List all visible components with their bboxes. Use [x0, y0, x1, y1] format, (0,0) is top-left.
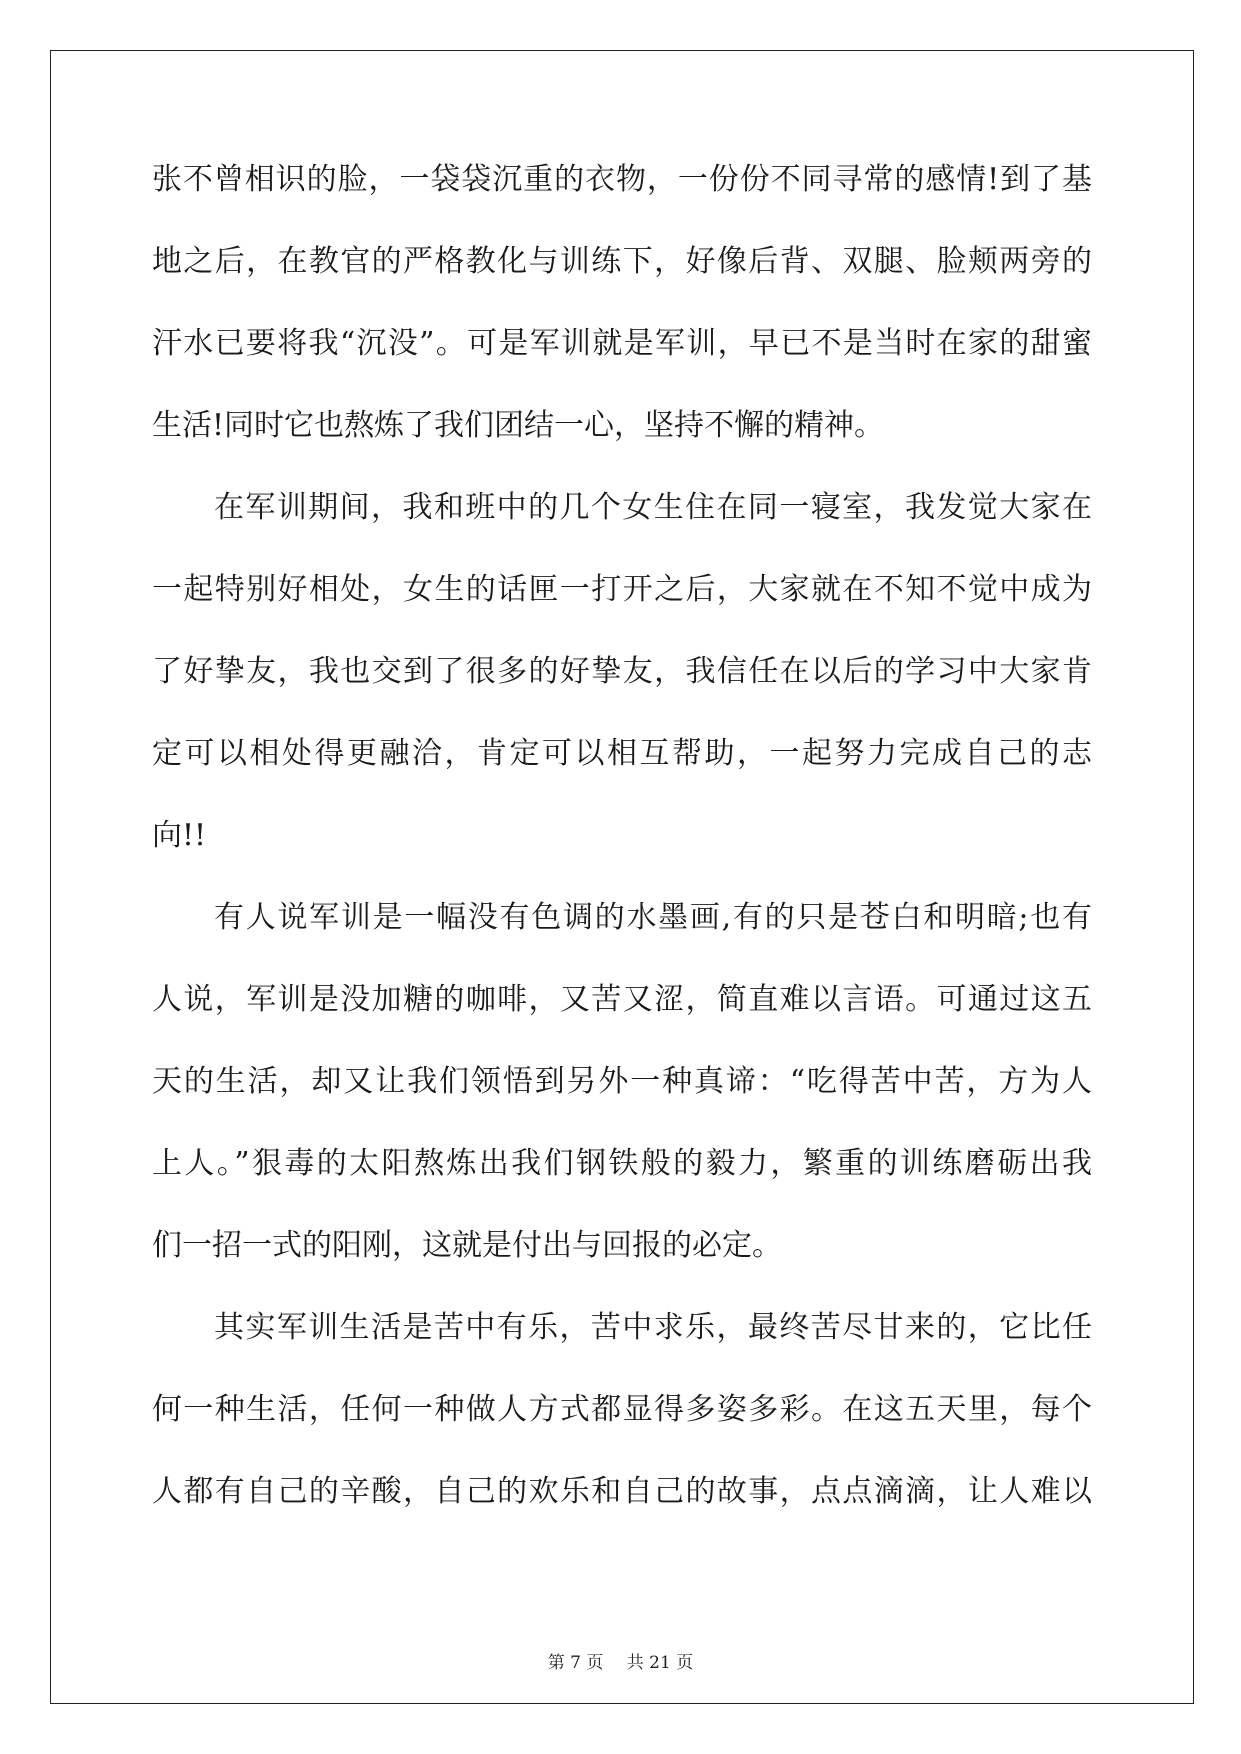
- text-line: 向!!: [152, 818, 207, 853]
- page-number: 第 7 页: [547, 1653, 604, 1673]
- paragraph-first-line: 有人说军训是一幅没有色调的水墨画,有的只是苍白和明暗;也有: [214, 900, 1092, 935]
- text-line: 上人。”狠毒的太阳熬炼出我们钢铁般的毅力，繁重的训练磨砺出我: [152, 1146, 1092, 1181]
- text-line: 一起特别好相处，女生的话匣一打开之后，大家就在不知不觉中成为: [152, 572, 1092, 607]
- text-line: 张不曾相识的脸，一袋袋沉重的衣物，一份份不同寻常的感情!到了基: [152, 162, 1092, 197]
- total-pages: 共 21 页: [626, 1653, 694, 1673]
- page-footer: [0, 1652, 1241, 1674]
- paragraph-first-line: 在军训期间，我和班中的几个女生住在同一寝室，我发觉大家在: [214, 490, 1092, 525]
- text-line: 生活!同时它也熬炼了我们团结一心，坚持不懈的精神。: [152, 408, 885, 443]
- text-line: 地之后，在教官的严格教化与训练下，好像后背、双腿、脸颊两旁的: [152, 244, 1092, 279]
- text-line: 汗水已要将我“沉没”。可是军训就是军训，早已不是当时在家的甜蜜: [152, 326, 1092, 361]
- text-line: 何一种生活，任何一种做人方式都显得多姿多彩。在这五天里，每个: [152, 1392, 1092, 1427]
- text-line: 天的生活，却又让我们领悟到另外一种真谛：“吃得苦中苦，方为人: [152, 1064, 1092, 1099]
- text-line: 定可以相处得更融洽，肯定可以相互帮助，一起努力完成自己的志: [152, 736, 1092, 771]
- paragraph-first-line: 其实军训生活是苦中有乐，苦中求乐，最终苦尽甘来的，它比任: [214, 1310, 1092, 1345]
- text-line: 了好挚友，我也交到了很多的好挚友，我信任在以后的学习中大家肯: [152, 654, 1092, 689]
- document-body: [152, 160, 1092, 1554]
- text-line: 们一招一式的阳刚，这就是付出与回报的必定。: [152, 1228, 782, 1263]
- text-line: 人都有自己的辛酸，自己的欢乐和自己的故事，点点滴滴，让人难以: [152, 1474, 1092, 1509]
- text-line: 人说，军训是没加糖的咖啡，又苦又涩，简直难以言语。可通过这五: [152, 982, 1092, 1017]
